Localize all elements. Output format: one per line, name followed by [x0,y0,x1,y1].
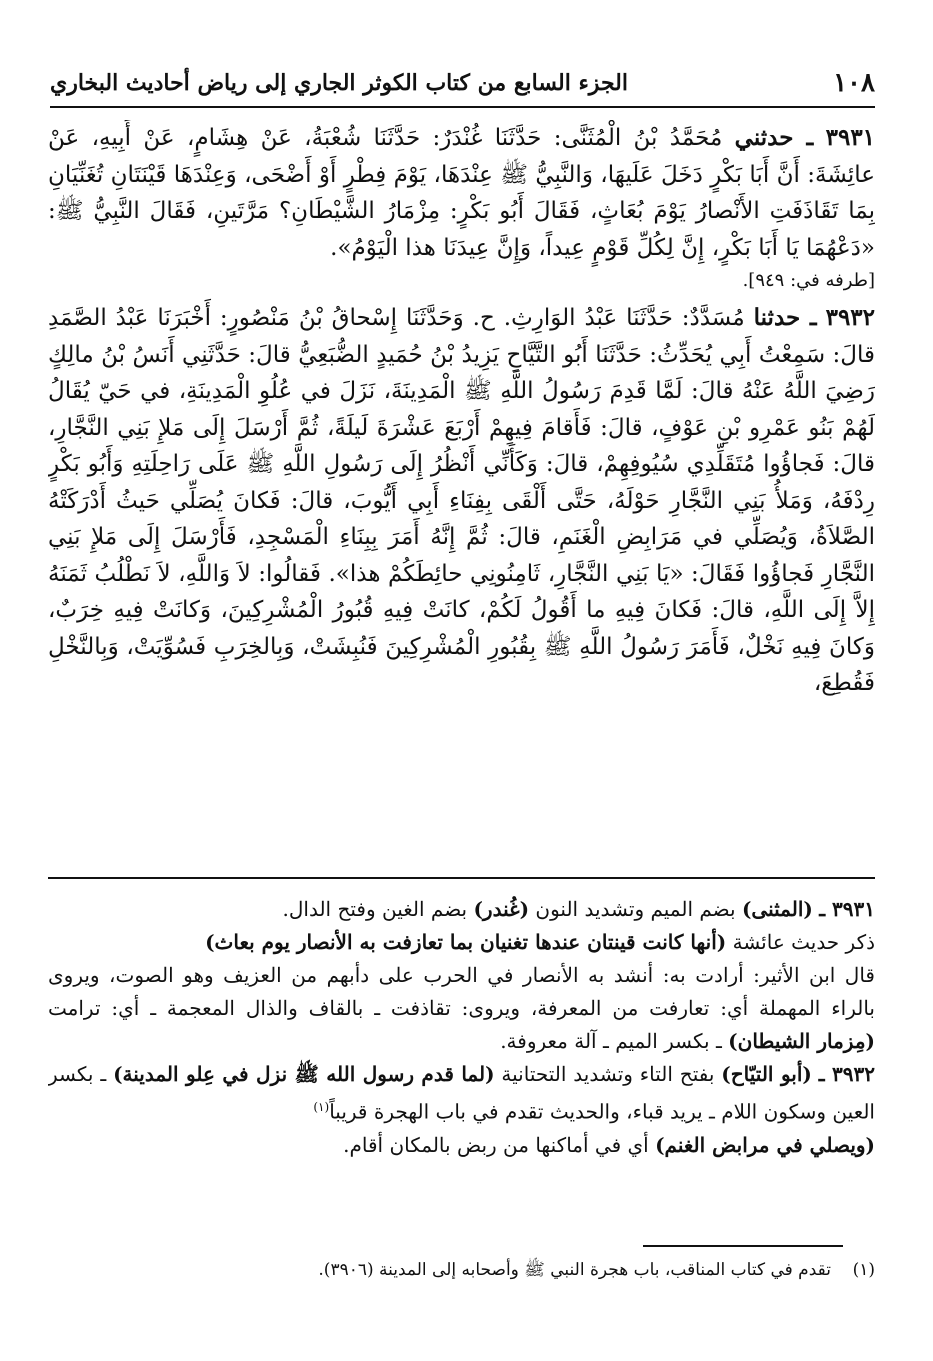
page-header [50,60,875,108]
commentary-term: (مِزمار الشيطان) [728,1029,875,1053]
footnote-text: تقدم في كتاب المناقب، باب هجرة النبي ﷺ وأصحابه إلى المدينة (٣٩٠٦). [318,1260,831,1280]
commentary-quote: (ويصلي في مرابض الغنم) [655,1132,875,1157]
commentary-term: (أبو التيّاح) [721,1062,812,1086]
footnote-number: (١) [852,1260,875,1280]
commentary-section [48,893,875,1223]
running-title: الجزء السابع من كتاب الكوثر الجاري إلى رياض أحاديث البخاري [50,70,628,96]
footnote-marker: (١) [313,1100,330,1114]
commentary-term: (المثنى) [741,897,813,921]
hadith-number: ٣٩٣١ [825,124,875,151]
footnote-rule [643,1245,843,1247]
hadith-number: ٣٩٣٢ [825,304,875,331]
hadith-3931: ٣٩٣١ ـ حدثني مُحَمَّدُ بْنُ الْمُثَنَّى: حَدَّثَنَا غُنْدَرٌ: حَدَّثَنَا شُعْبَةُ، عَنْ هِشَامٍ، عَنْ أَبِيهِ، عَنْ عائِشَةَ: أَنَّ أَبَا بَكْرٍ دَخَلَ عَلَيهَا، وَالنَّبِيُّ ﷺ عِنْدَهَا، يَوْمَ فِطْرٍ أَوْ أَضْحَى، وَعِنْدَهَا قَيْنَتَانِ تُغَنِّيَانِ بِمَا تَقَاذَفَتِ الأَنْصارُ يَوْمَ بُعَاثٍ، فَقَالَ أَبُو بَكْرٍ: مِزْمَارُ الشَّيْطَانِ؟ مَرَّتَينِ، فَقَالَ النَّبِيُّ ﷺ: «دَعْهُمَا يَا أَبَا بَكْرٍ، إِنَّ لِكُلِّ قَوْمٍ عِيداً، وَإِنَّ عِيدَنَا هذا الْيَوْمُ». [48,124,875,261]
hadith-lead-word: حدثني [734,124,794,151]
commentary-number: ٣٩٣١ ـ [819,897,875,921]
commentary-quote: (أنها كانت قينتان عندها تغنيان بما تعازفت به الأنصار يوم بعاث) [205,930,727,954]
commentary-paragraph: قال ابن الأثير: أرادت به: أنشد به الأنصار في الحرب على دأبهم من العزيف وهو الصوت، ويروى بالراء المهملة أي: تعارفت من المعرفة، ويروى: تقاذفت ـ بالقاف والذال المعجمة ـ أي: ترامت (مِزمار الشيطان) ـ بكسر الميم ـ آلة معروفة. [48,963,875,1053]
hadith-body: مُسَدَّدٌ: حَدَّثَنَا عَبْدُ الوَارِثِ. ح. وَحَدَّثَنَا إِسْحاقُ بْنُ مَنْصُورٍ: أَخْبَرَنَا عَبْدُ الصَّمَدِ قالَ: سَمِعْتُ أَبِي يُحَدِّثُ: حَدَّثَنَا أَبُو التَّيَّاحِ يَزِيدُ بْنُ حُمَيدٍ الضُّبَعِيُّ قالَ: حَدَّثَنِي أَنَسُ بْنُ مالِكٍ رَضِيَ اللَّهُ عَنْهُ قالَ: لَمَّا قَدِمَ رَسُولُ اللَّهِ ﷺ الْمَدِينَةَ، نَزَلَ في عُلُوِ الْمَدِينَةِ، في حَيّ يُقَالُ لَهُمْ بَنُو عَمْرِو بْنِ عَوْفٍ، قالَ: فَأَقامَ فِيهِمْ أَرْبَعَ عَشْرَةَ لَيلَةً، ثُمَّ أَرْسَلَ إِلَى مَلإِ بَنِي النَّجَّارِ، قالَ: فَجاؤُوا مُتَقَلِّدِي سُيُوفِهِمْ، قالَ: وَكَأَنِّي أَنْظُرُ إِلَى رَسُولِ اللَّهِ ﷺ عَلَى رَاحِلَتِهِ وَأَبُو بَكْرٍ رِدْفَهُ، وَمَلأُ بَنِي النَّجَّارِ حَوْلَهُ، حَتَّى أَلْقَى بِفِنَاءِ أَبِي أَيُّوبَ، قالَ: فَكانَ يُصَلِّي حَيثُ أَدْرَكَتْهُ الصَّلاَةُ، وَيُصَلِّي في مَرَابِضِ الْغَنَمِ، قالَ: ثُمَّ إِنَّهُ أَمَرَ بِبِنَاءِ الْمَسْجِدِ، فَأَرْسَلَ إِلَى مَلإِ بَنِي النَّجَّارِ فَجاؤُوا فَقَالَ: «يَا بَنِي النَّجَّارِ، ثَامِنُونِي حائِطَكُمْ هذا». فَقالُوا: لاَ وَاللَّهِ، لاَ نَطْلُبُ ثَمَنَهُ إِلاَّ إِلَى اللَّهِ، قالَ: فَكانَ فِيهِ ما أَقُولُ لَكُمْ، كانَتْ فِيهِ قُبُورُ الْمُشْرِكِينَ، وَكانَتْ فِيهِ خِرَبٌ، وَكانَ فِيهِ نَخْلٌ، فَأَمَرَ رَسُولُ اللَّهِ ﷺ بِقُبُورِ الْمُشْرِكِينَ فَنُبِشَتْ، وَبِالخِرَبِ فَسُوِّيَتْ، وَبِالنَّخْلِ فَقُطِعَ، [48,305,875,696]
hadith-text [48,120,875,860]
page-number: ١٠٨ [833,68,875,98]
hadith-body: مُحَمَّدُ بْنُ الْمُثَنَّى: حَدَّثَنَا غُنْدَرٌ: حَدَّثَنَا شُعْبَةُ، عَنْ هِشَامٍ، عَنْ أَبِيهِ، عَنْ عائِشَةَ: أَنَّ أَبَا بَكْرٍ دَخَلَ عَلَيهَا، وَالنَّبِيُّ ﷺ عِنْدَهَا، يَوْمَ فِطْرٍ أَوْ أَضْحَى، وَعِنْدَهَا قَيْنَتَانِ تُغَنِّيَانِ بِمَا تَقَاذَفَتِ الأَنْصارُ يَوْمَ بُعَاثٍ، فَقَالَ أَبُو بَكْرٍ: مِزْمَارُ الشَّيْطَانِ؟ مَرَّتَينِ، فَقَالَ النَّبِيُّ ﷺ: «دَعْهُمَا يَا أَبَا بَكْرٍ، إِنَّ لِكُلِّ قَوْمٍ عِيداً، وَإِنَّ عِيدَنَا هذا الْيَوْمُ». [48,125,875,261]
commentary-paragraph: (ويصلي في مرابض الغنم) أي في أماكنها من ربض بالمكان أقام. [343,1132,875,1157]
hadith-3932: ٣٩٣٢ ـ حدثنا مُسَدَّدٌ: حَدَّثَنَا عَبْدُ الوَارِثِ. ح. وَحَدَّثَنَا إِسْحاقُ بْنُ مَنْصُورٍ: أَخْبَرَنَا عَبْدُ الصَّمَدِ قالَ: سَمِعْتُ أَبِي يُحَدِّثُ: حَدَّثَنَا أَبُو التَّيَّاحِ يَزِيدُ بْنُ حُمَيدٍ الضُّبَعِيُّ قالَ: حَدَّثَنِي أَنَسُ بْنُ مالِكٍ رَضِيَ اللَّهُ عَنْهُ قالَ: لَمَّا قَدِمَ رَسُولُ اللَّهِ ﷺ الْمَدِينَةَ، نَزَلَ في عُلُوِ الْمَدِينَةِ، في حَيّ يُقَالُ لَهُمْ بَنُو عَمْرِو بْنِ عَوْفٍ، قالَ: فَأَقامَ فِيهِمْ أَرْبَعَ عَشْرَةَ لَيلَةً، ثُمَّ أَرْسَلَ إِلَى مَلإِ بَنِي النَّجَّارِ، قالَ: فَجاؤُوا مُتَقَلِّدِي سُيُوفِهِمْ، قالَ: وَكَأَنِّي أَنْظُرُ إِلَى رَسُولِ اللَّهِ ﷺ عَلَى رَاحِلَتِهِ وَأَبُو بَكْرٍ رِدْفَهُ، وَمَلأُ بَنِي النَّجَّارِ حَوْلَهُ، حَتَّى أَلْقَى بِفِنَاءِ أَبِي أَيُّوبَ، قالَ: فَكانَ يُصَلِّي حَيثُ أَدْرَكَتْهُ الصَّلاَةُ، وَيُصَلِّي في مَرَابِضِ الْغَنَمِ، قالَ: ثُمَّ إِنَّهُ أَمَرَ بِبِنَاءِ الْمَسْجِدِ، فَأَرْسَلَ إِلَى مَلإِ بَنِي النَّجَّارِ فَجاؤُوا فَقَالَ: «يَا بَنِي النَّجَّارِ، ثَامِنُونِي حائِطَكُمْ هذا». فَقالُوا: لاَ وَاللَّهِ، لاَ نَطْلُبُ ثَمَنَهُ إِلاَّ إِلَى اللَّهِ، قالَ: فَكانَ فِيهِ ما أَقُولُ لَكُمْ، كانَتْ فِيهِ قُبُورُ الْمُشْرِكِينَ، وَكانَتْ فِيهِ خِرَبٌ، وَكانَ فِيهِ نَخْلٌ، فَأَمَرَ رَسُولُ اللَّهِ ﷺ بِقُبُورِ الْمُشْرِكِينَ فَنُبِشَتْ، وَبِالخِرَبِ فَسُوِّيَتْ، وَبِالنَّخْلِ فَقُطِعَ، [48,304,875,696]
footnote [48,1256,875,1284]
tarafahu-reference: [طرفه في: ٩٤٩]. [742,270,875,291]
commentary-divider [48,877,875,879]
commentary-number: ٣٩٣٢ ـ [818,1062,875,1086]
commentary-term: (غُندر) [473,897,530,921]
commentary-quote: (لما قدم رسول الله ﷺ نزل في عِلو المدينة) [113,1062,495,1086]
commentary-paragraph: ٣٩٣٢ ـ (أبو التيّاح) بفتح التاء وتشديد التحتانية (لما قدم رسول الله ﷺ نزل في عِلو المدينة) ـ بكسر العين وسكون اللام ـ يريد قباء، والحديث تقدم في باب الهجرة قريباً$^{(١)}$ [48,1062,875,1124]
hadith-lead-word: حدثنا [753,304,801,331]
commentary-paragraph: ذكر حديث عائشة (أنها كانت قينتان عندها تغنيان بما تعازفت به الأنصار يوم بعاث) [205,930,875,954]
commentary-paragraph: ٣٩٣١ ـ (المثنى) بضم الميم وتشديد النون (غُندر) بضم الغين وفتح الدال. [282,897,875,921]
